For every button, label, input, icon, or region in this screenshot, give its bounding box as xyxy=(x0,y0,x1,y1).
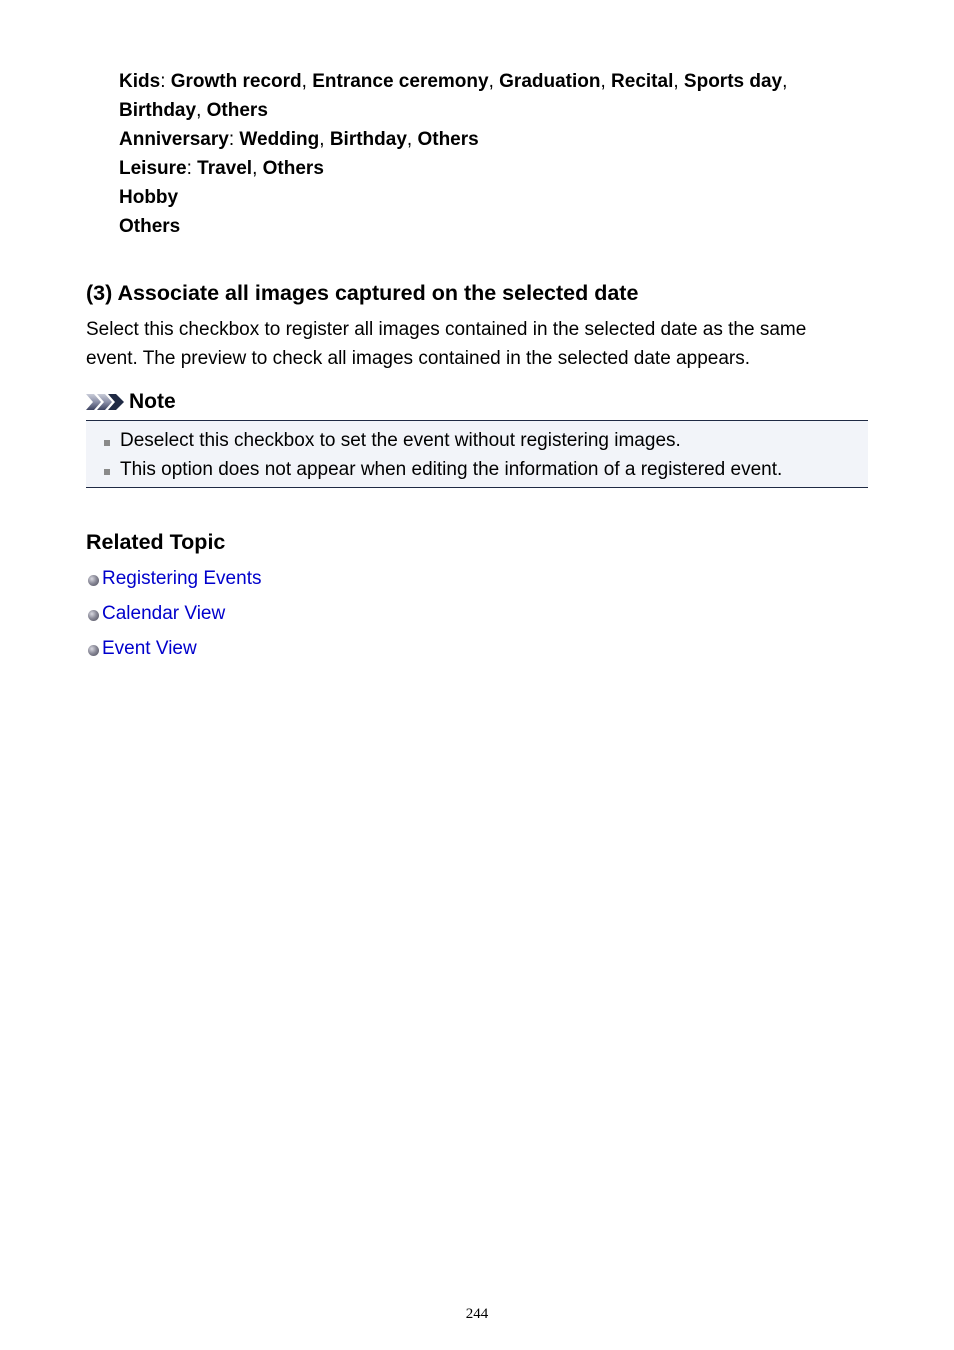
category-item: Birthday xyxy=(119,100,197,121)
category-item: Others xyxy=(262,158,324,179)
note-box xyxy=(86,420,868,488)
section-body xyxy=(86,315,846,373)
related-link-calendar-view[interactable]: Calendar View xyxy=(102,603,226,624)
category-line-others xyxy=(119,212,839,241)
note-title: Note xyxy=(129,390,176,413)
category-item: Wedding xyxy=(239,129,320,150)
note-item-text: This option does not appear when editing the information of a registered event. xyxy=(120,459,783,480)
section-body-line: event. The preview to check all images contained in the selected date appears. xyxy=(86,348,750,369)
note-item xyxy=(104,426,681,455)
related-topic-heading: Related Topic xyxy=(86,530,226,554)
category-item: Graduation xyxy=(499,71,601,92)
category-line-leisure: Leisure: Travel, Others xyxy=(119,158,324,179)
category-item: Sports day xyxy=(683,71,783,92)
category-label: Kids xyxy=(119,71,161,92)
section-heading: (3) Associate all images captured on the selected date xyxy=(86,281,639,305)
related-link-event-view[interactable]: Event View xyxy=(102,638,197,659)
category-label: Leisure xyxy=(119,158,187,179)
category-item: Birthday xyxy=(329,129,407,150)
category-item: Others xyxy=(417,129,479,150)
related-topic-item xyxy=(88,600,225,628)
square-bullet-icon xyxy=(104,440,110,446)
bullet-dot-icon xyxy=(88,645,99,656)
bullet-dot-icon xyxy=(88,610,99,621)
note-item xyxy=(104,455,782,484)
related-topic-item xyxy=(88,565,261,593)
bullet-dot-icon xyxy=(88,575,99,586)
category-label: Anniversary xyxy=(119,129,229,150)
category-label: Hobby xyxy=(119,187,179,208)
square-bullet-icon xyxy=(104,469,110,475)
related-topic-item xyxy=(88,635,197,663)
category-list xyxy=(119,67,839,241)
note-item-text: Deselect this checkbox to set the event without registering images. xyxy=(120,430,681,451)
category-label: Others xyxy=(119,216,181,237)
note-chevrons-icon xyxy=(86,391,126,413)
note-header xyxy=(86,388,176,416)
category-item: Travel xyxy=(197,158,253,179)
section-body-line: Select this checkbox to register all images contained in the selected date as the same xyxy=(86,319,807,340)
category-line-anniversary: Anniversary: Wedding, Birthday, Others xyxy=(119,129,479,150)
category-line-kids: Kids: Growth record, Entrance ceremony, Graduation, Recital, Sports day, Birthday, Others xyxy=(119,71,788,121)
category-item: Recital xyxy=(611,71,674,92)
category-line-hobby xyxy=(119,183,839,212)
related-link-registering-events[interactable]: Registering Events xyxy=(102,568,262,589)
category-item: Growth record xyxy=(170,71,302,92)
category-item: Others xyxy=(206,100,268,121)
category-item: Entrance ceremony xyxy=(312,71,489,92)
page-number: 244 xyxy=(465,1306,489,1322)
